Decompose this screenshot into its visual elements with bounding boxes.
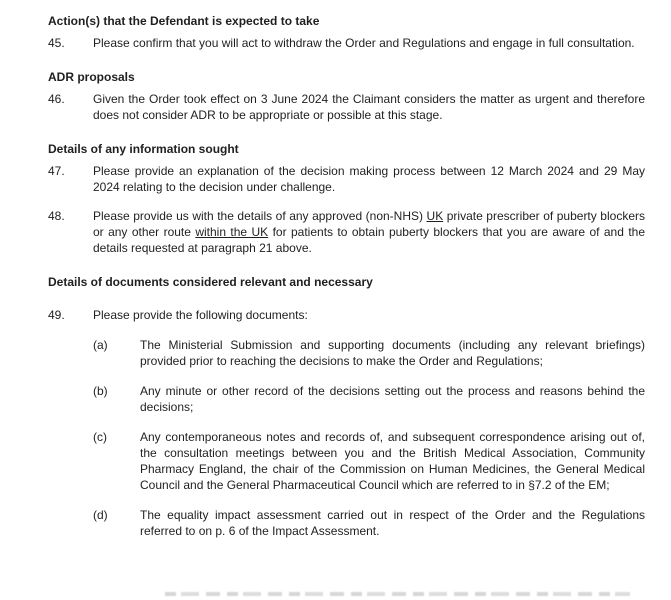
subparagraph-text bbox=[140, 429, 645, 493]
lettered-subparagraph bbox=[93, 507, 645, 539]
paragraph-number: 49. bbox=[48, 308, 65, 322]
document-section bbox=[48, 69, 645, 123]
paragraph-text bbox=[93, 35, 645, 51]
text-segment: Please confirm that you will act to withdraw the Order and Regulations and engage in full consultation. bbox=[93, 36, 635, 50]
text-segment: Any contemporaneous notes and records of, and subsequent correspondence arising out of, the consultation meetings between you and the British Medical Association, Community Pharmacy England, the chair of the Commission on Human Medicines, the General Medical Council and the General Pharmaceutical Council which are referred to in §7.2 of the EM; bbox=[140, 430, 645, 492]
paragraph-number: 45. bbox=[48, 36, 65, 50]
paragraph-number: 48. bbox=[48, 209, 65, 223]
paragraph-body bbox=[93, 91, 645, 123]
lettered-subparagraph bbox=[93, 337, 645, 369]
subparagraph-text bbox=[140, 507, 645, 539]
underlined-text: UK bbox=[426, 209, 444, 223]
subparagraph-label: (b) bbox=[93, 384, 108, 398]
paragraph-body bbox=[93, 163, 645, 195]
text-segment: for patients to obtain puberty blockers that you are aware of and the details requested at paragraph 21 above. bbox=[93, 225, 645, 255]
numbered-paragraph bbox=[48, 208, 645, 256]
subparagraph-text bbox=[140, 383, 645, 415]
text-segment: The Ministerial Submission and supporting documents (including any relevant briefings) provided prior to reaching the decisions to make the Order and Regulations; bbox=[140, 338, 645, 368]
document-section bbox=[48, 141, 645, 256]
lettered-subparagraph bbox=[93, 383, 645, 415]
document-section bbox=[48, 13, 645, 51]
numbered-paragraph bbox=[48, 163, 645, 195]
subparagraph-label: (a) bbox=[93, 338, 108, 352]
section-items bbox=[48, 307, 645, 539]
paragraph-text bbox=[93, 208, 645, 256]
paragraph-body bbox=[93, 307, 645, 539]
subparagraph-label: (d) bbox=[93, 508, 108, 522]
numbered-paragraph bbox=[48, 35, 645, 51]
paragraph-text bbox=[93, 91, 645, 123]
subparagraph-label: (c) bbox=[93, 430, 107, 444]
paragraph-text bbox=[93, 163, 645, 195]
paragraph-number: 46. bbox=[48, 92, 65, 106]
clipped-next-line bbox=[165, 592, 630, 596]
text-segment: Any minute or other record of the decisions setting out the process and reasons behind the decisions; bbox=[140, 384, 645, 414]
numbered-paragraph bbox=[48, 307, 645, 539]
section-heading: ADR proposals bbox=[48, 70, 135, 84]
subparagraph-text bbox=[140, 337, 645, 369]
text-segment: Given the Order took effect on 3 June 2024 the Claimant considers the matter as urgent and therefore does not consider ADR to be appropriate or possible at this stage. bbox=[93, 92, 645, 122]
text-segment: Please provide the following documents: bbox=[93, 308, 308, 322]
paragraph-body bbox=[93, 208, 645, 256]
paragraph-number: 47. bbox=[48, 164, 65, 178]
section-items bbox=[48, 91, 645, 123]
section-heading: Details of documents considered relevant and necessary bbox=[48, 275, 373, 289]
section-heading: Action(s) that the Defendant is expected to take bbox=[48, 14, 320, 28]
numbered-paragraph bbox=[48, 91, 645, 123]
paragraph-body bbox=[93, 35, 645, 51]
text-segment: The equality impact assessment carried out in respect of the Order and the Regulations referred to on p. 6 of the Impact Assessment. bbox=[140, 508, 645, 538]
section-items bbox=[48, 163, 645, 256]
section-heading: Details of any information sought bbox=[48, 142, 239, 156]
text-segment: Please provide an explanation of the decision making process between 12 March 2024 and 29 May 2024 relating to the decision under challenge. bbox=[93, 164, 645, 194]
lettered-subparagraph bbox=[93, 429, 645, 493]
document-section bbox=[48, 274, 645, 539]
paragraph-text bbox=[93, 307, 645, 323]
section-items bbox=[48, 35, 645, 51]
text-segment: private prescriber of puberty blockers or any other route bbox=[93, 209, 645, 239]
subparagraph-list bbox=[93, 337, 645, 539]
underlined-text: within the UK bbox=[195, 225, 269, 239]
text-segment: Please provide us with the details of any approved (non-NHS) bbox=[93, 209, 427, 223]
